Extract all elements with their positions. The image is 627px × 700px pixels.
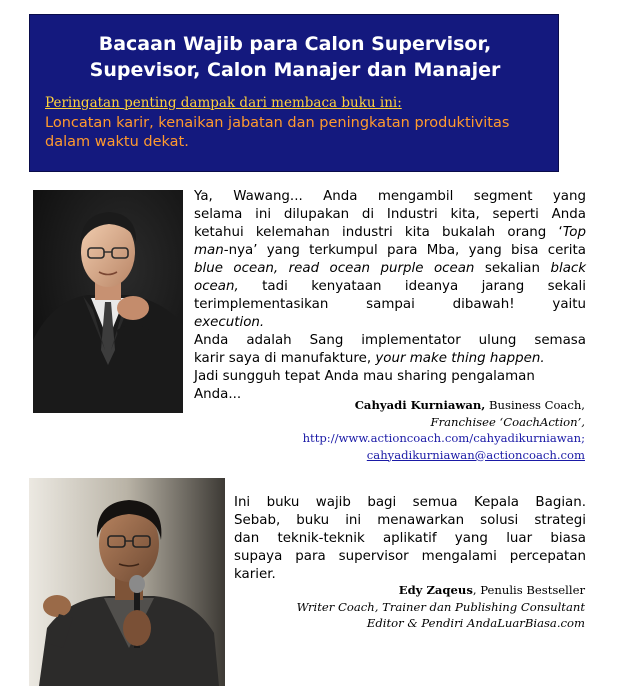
quote1-text: Ya, Wawang... Anda mengambil segment yang — [194, 189, 586, 204]
author-line — [303, 397, 585, 414]
quote1-italic-text: black — [550, 261, 587, 276]
photo-cahyadi-kurniawan — [33, 190, 183, 413]
warning-text — [45, 114, 550, 152]
quote1-line — [194, 332, 586, 350]
quote1-line — [194, 350, 586, 368]
quote1-line — [194, 314, 586, 332]
quote1-italic-text: blue ocean, read ocean purple ocean — [194, 261, 475, 276]
quote1-line — [194, 188, 586, 206]
quote1-line — [194, 206, 586, 224]
quote1-text: terimplementasikan sampai dibawah! yaitu — [194, 297, 586, 312]
quote1-italic-text: Top — [562, 225, 586, 240]
quote2-line: Sebab, buku ini menawarkan solusi strategi — [234, 513, 586, 528]
quote1-italic-text: your make thing happen. — [375, 351, 545, 366]
franchise-line — [303, 414, 585, 431]
portrait-man-microphone-image — [29, 478, 225, 686]
author-role: , Penulis Bestseller — [472, 583, 585, 597]
quote1-line — [194, 296, 586, 314]
banner-title-line-1: Bacaan Wajib para Calon Supervisor, — [98, 33, 492, 55]
quote2-line: Ini buku wajib bagi semua Kepala Bagian. — [234, 495, 586, 510]
quote1-line — [194, 278, 586, 296]
franchise-text: Franchisee ‘CoachAction’, — [430, 414, 585, 429]
banner-title-line-2: Supevisor, Calon Manajer dan Manajer — [89, 59, 501, 81]
quote1-text: ketahui kelemahan industri kita bukalah orang ‘ — [194, 225, 563, 240]
email-link[interactable]: cahyadikurniawan@actioncoach.com — [366, 447, 585, 462]
quote1-line — [194, 224, 586, 242]
role-line-3 — [297, 615, 585, 632]
portrait-man-suit-image — [33, 190, 183, 413]
quote1-text: Anda adalah Sang implementator ulung semasa — [194, 333, 586, 348]
quote1-italic-text: ocean, — [194, 279, 239, 294]
warning-label: Peringatan penting dampak dari membaca buku ini: — [45, 95, 402, 111]
quote1-text: -nya’ yang terkumpul para Mba, yang bisa cerita — [223, 243, 586, 258]
testimonial-2-text — [234, 494, 586, 584]
quote2-line: dan teknik-teknik aplikatif yang luar biasa — [234, 531, 586, 546]
quote1-italic-text: execution. — [194, 315, 265, 330]
quote1-text: sekalian — [474, 261, 551, 276]
testimonial-1-attribution — [303, 397, 585, 463]
quote1-text: Jadi sungguh tepat Anda mau sharing pengalaman — [194, 369, 535, 384]
quote1-text: tadi kenyataan ideanya jarang sekali — [238, 279, 586, 294]
warning-text-line-1: Loncatan karir, kenaikan jabatan dan peningkatan produktivitas — [45, 115, 510, 131]
role-text: Editor & Pendiri AndaLuarBiasa.com — [366, 616, 585, 630]
quote1-text: Anda... — [194, 387, 242, 402]
headline-banner — [29, 14, 559, 172]
quote1-text: karir saya di manufakture, — [194, 351, 376, 366]
author-line — [297, 582, 585, 599]
testimonial-1-text — [194, 188, 586, 404]
quote1-italic-text: man — [194, 243, 224, 258]
website-link[interactable]: http://www.actioncoach.com/cahyadikurniawan; — [302, 431, 585, 445]
warning-text-line-2: dalam waktu dekat. — [45, 134, 189, 150]
email-line — [303, 447, 585, 464]
quote1-line — [194, 260, 586, 278]
url-line — [303, 430, 585, 447]
photo-edy-zaqeus — [29, 478, 225, 686]
quote1-text: selama ini dilupakan di Industri kita, seperti Anda — [194, 207, 586, 222]
quote2-line: supaya para supervisor mengalami percepatan — [234, 549, 586, 564]
role-text: Writer Coach, Trainer dan Publishing Consultant — [296, 599, 585, 614]
author-role: Business Coach, — [485, 398, 585, 412]
quote1-line — [194, 242, 586, 260]
banner-title — [30, 31, 560, 83]
quote1-line — [194, 368, 586, 386]
author-name: Edy Zaqeus — [398, 583, 473, 597]
role-line-2 — [297, 599, 585, 616]
quote2-line: karier. — [234, 567, 276, 582]
testimonial-2-attribution — [297, 582, 585, 632]
author-name: Cahyadi Kurniawan, — [354, 398, 486, 412]
